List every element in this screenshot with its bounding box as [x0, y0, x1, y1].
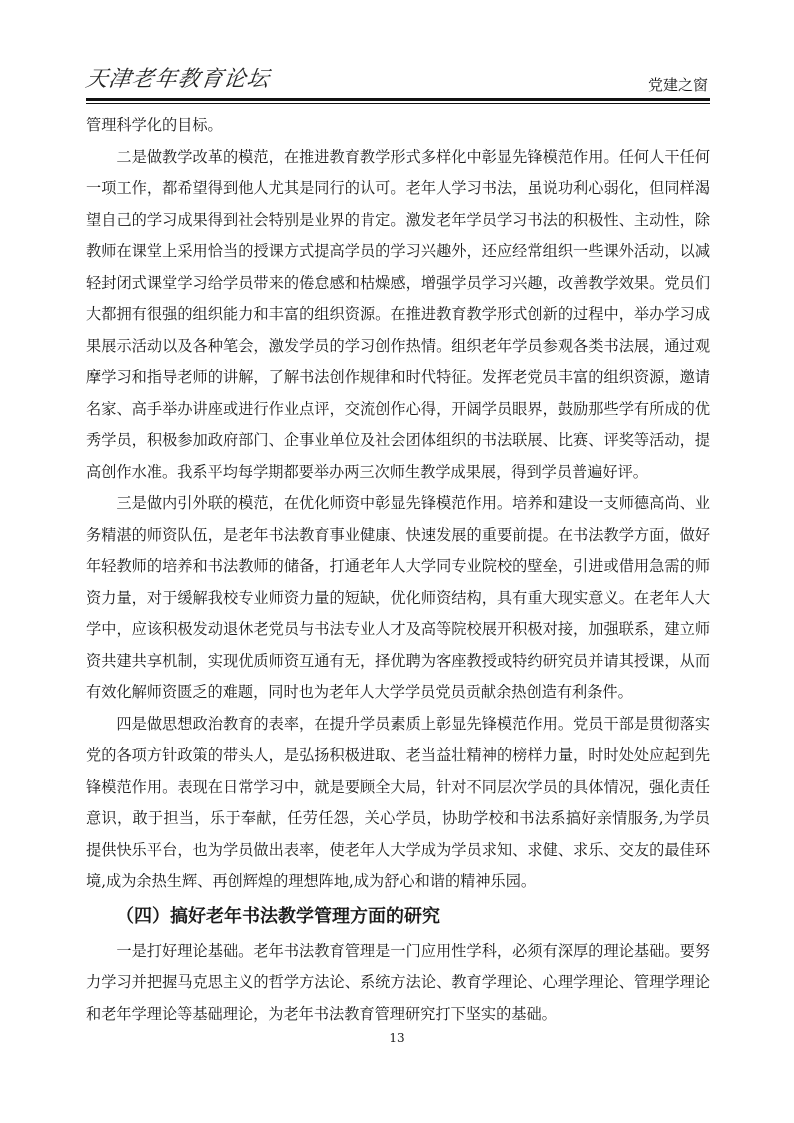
paragraph-theory-foundation: 一是打好理论基础。老年书法教育管理是一门应用性学科，必须有深厚的理论基础。要努力学习并把握马克思主义的哲学方法论、系统方法论、教育学理论、心理学理论、管理学理论和老年学理论等基础理论，为老年书法教育管理研究打下坚实的基础。 — [86, 941, 710, 1023]
page-header — [83, 60, 710, 96]
header-rule-thin — [86, 103, 710, 104]
paragraph-teaching-reform: 二是做教学改革的模范，在推进教育教学形式多样化中彰显先锋模范作用。任何人干任何一项工作，都希望得到他人尤其是同行的认可。老年人学习书法，虽说功利心弱化，但同样渴望自己的学习成果得到社会特别是业界的肯定。激发老年学员学习书法的积极性、主动性，除教师在课堂上采用恰当的授课方式提高学员的学习兴趣外，还应经常组织一些课外活动，以减轻封闭式课堂学习给学员带来的倦怠感和枯燥感，增强学员学习兴趣，改善教学效果。党员们大都拥有很强的组织能力和丰富的组织资源。在推进教育教学形式创新的过程中，举办学习成果展示活动以及各种笔会，激发学员的学习创作热情。组织老年学员参观各类书法展，通过观摩学习和指导老师的讲解，了解书法创作规律和时代特征。发挥老党员丰富的组织资源，邀请名家、高手举办讲座或进行作业点评，交流创作心得，开阔学员眼界，鼓励那些学有所成的优秀学员，积极参加政府部门、企事业单位及社会团体组织的书法联展、比赛、评奖等活动，提高创作水准。我系平均每学期都要举办两三次师生教学成果展，得到学员普遍好评。 — [86, 147, 710, 481]
paragraph-political-education: 四是做思想政治教育的表率，在提升学员素质上彰显先锋模范作用。党员干部是贯彻落实党的各项方针政策的带头人，是弘扬积极进取、老当益壮精神的榜样力量，时时处处应起到先锋模范作用。表现在日常学习中，就是要顾全大局，针对不同层次学员的具体情况，强化责任意识，敢于担当，乐于奉献，任劳任怨，关心学员，协助学校和书法系搞好亲情服务,为学员提供快乐平台，也为学员做出表率，使老年人大学成为学员求知、求健、求乐、交友的最佳环境,成为余热生辉、再创辉煌的理想阵地,成为舒心和谐的精神乐园。 — [86, 714, 710, 890]
section-title: 党建之窗 — [647, 76, 708, 94]
article-body — [86, 110, 710, 1030]
section-heading: （四）搞好老年书法教学管理方面的研究 — [116, 905, 440, 927]
journal-logo: 天津老年教育论坛 — [83, 67, 272, 92]
paragraph-continuation: 管理科学化的目标。 — [86, 116, 223, 134]
page-number: 13 — [389, 1031, 405, 1045]
header-rule-thick — [86, 98, 710, 101]
paragraph-faculty: 三是做内引外联的模范，在优化师资中彰显先锋模范作用。培养和建设一支师德高尚、业务精湛的师资队伍，是老年书法教育事业健康、快速发展的重要前提。在书法教学方面，做好年轻教师的培养和书法教师的储备，打通老年人大学同专业院校的壁垒，引进或借用急需的师资力量，对于缓解我校专业师资力量的短缺，优化师资结构，具有重大现实意义。在老年人大学中，应该积极发动退休老党员与书法专业人才及高等院校展开积极对接，加强联系，建立师资共建共享机制，实现优质师资互通有无，择优聘为客座教授或特约研究员并请其授课，从而有效化解师资匮乏的难题，同时也为老年人大学学员党员贡献余热创造有利条件。 — [86, 494, 710, 701]
